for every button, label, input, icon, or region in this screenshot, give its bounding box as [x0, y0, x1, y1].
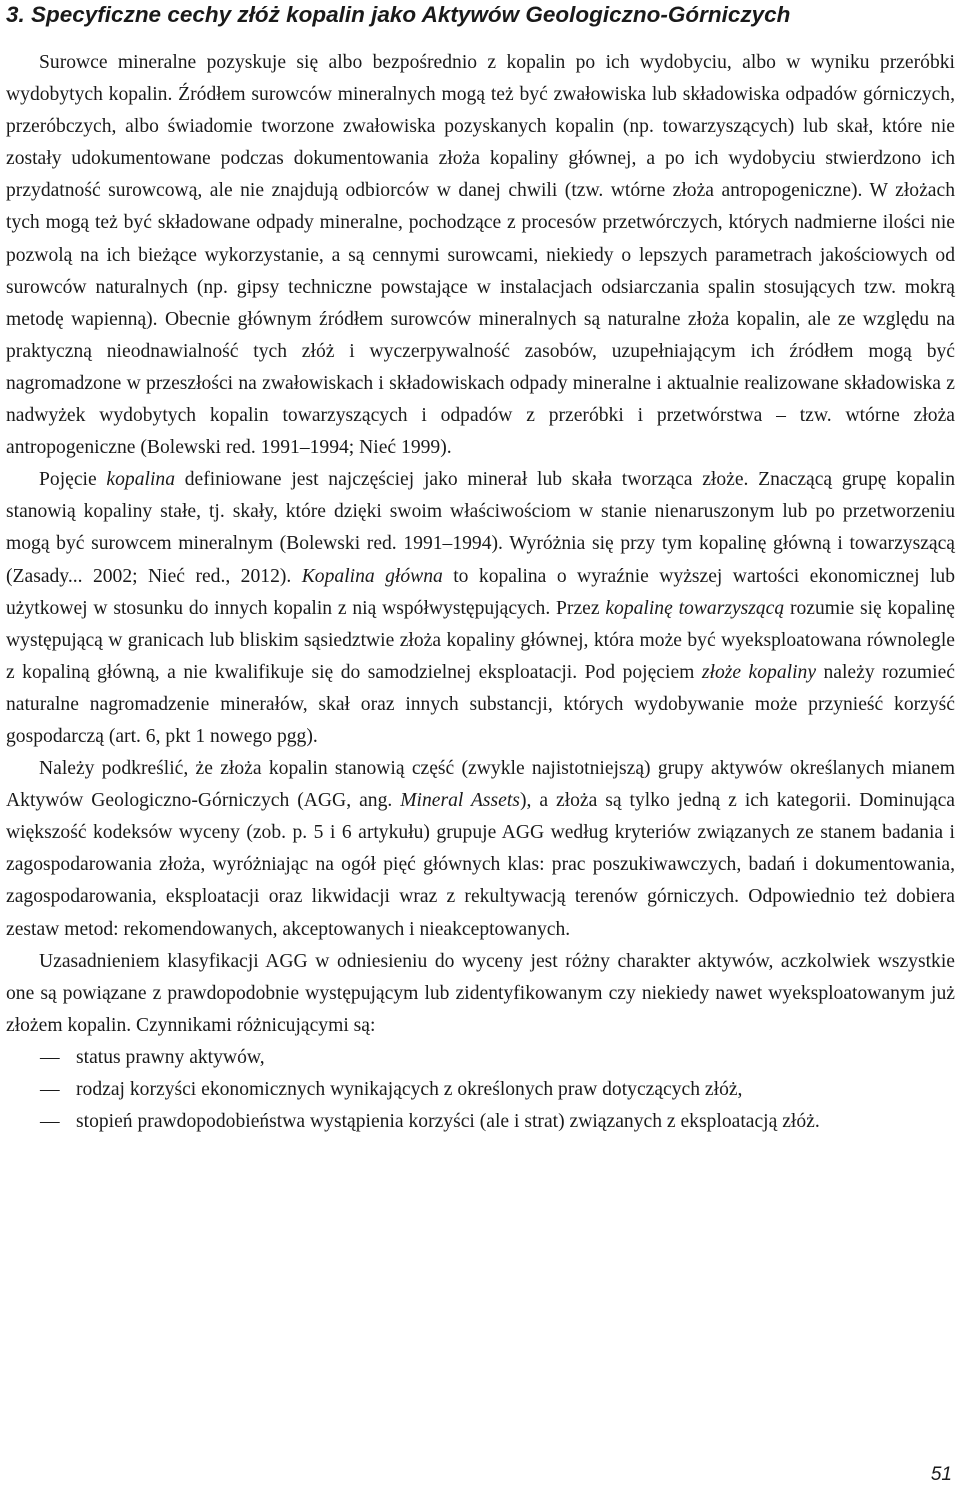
paragraph-text: to kopalina o wyraźnie wyższej wartości ekonomicznej lub użytkowej w stosunku do innych kopalin z nią współwystępujących. Przez [6, 565, 955, 619]
factor-list [6, 1042, 955, 1138]
paragraph-text: definiowane jest najczęściej jako minerał lub skała tworząca złoże. Znaczącą grupę kopalin stanowią kopaliny stałe, tj. skały, które dzięki swoim właściwościom w stanie nienaruszonym lub po przetworzeniu mogą być surowcem mineralnym (Bolewski red. 1991–1994). Wyróżnia się przy tym kopalinę główną i towarzyszącą (Zasady... 2002; Nieć red., 2012). [6, 469, 955, 587]
paragraph-text: Należy podkreślić, że złoża kopalin stanowią część (zwykle najistotniejszą) grupy aktywów określanych mianem Aktywów Geologiczno-Górniczych (AGG, ang. [6, 758, 955, 812]
list-item [6, 1106, 955, 1138]
term-kopalina: kopalina [106, 469, 175, 491]
list-item-text: status prawny aktywów, [76, 1046, 265, 1068]
section-heading: 3. Specyficzne cechy złóż kopalin jako Aktywów Geologiczno-Górniczych [6, 2, 791, 27]
dash-marker: — [40, 1079, 60, 1100]
paragraph-text: należy rozumieć naturalne nagromadzenie minerałów, skał oraz innych substancji, których wydobywanie może przynieść korzyść gospodarczą (art. 6, pkt 1 nowego pgg). [6, 661, 955, 747]
paragraph-4 [6, 946, 955, 1042]
paragraph-text: ), a złoża są tylko jedną z ich kategorii. Dominująca większość kodeksów wyceny (zob. p. 5 i 6 artykułu) grupuje AGG według kryteriów związanych ze stanem badania i zagospodarowania złoża, wyróżniając na ogół pięć głównych klas: prac poszukiwawczych, badań i dokumentowania, zagospodarowania, eksploatacji oraz likwidacji wraz z rekultywacją terenów górniczych. Odpowiednio też dobiera zestaw metod: rekomendowanych, akceptowanych i nieakceptowanych. [6, 790, 955, 940]
list-item-text: stopień prawdopodobieństwa wystąpienia korzyści (ale i strat) związanych z eksploatacją złóż. [76, 1111, 820, 1133]
term-mineral-assets: Mineral Assets [400, 790, 520, 812]
list-item [6, 1042, 955, 1074]
body-text [6, 47, 955, 1138]
term-kopalina-towarzyszaca: kopalinę towarzyszącą [605, 597, 785, 619]
list-item [6, 1074, 955, 1106]
term-kopalina-glowna: Kopalina główna [301, 565, 443, 587]
dash-marker: — [40, 1046, 60, 1068]
paragraph-2 [6, 464, 955, 753]
paragraph-text: Surowce mineralne pozyskuje się albo bezpośrednio z kopalin po ich wydobyciu, albo w wyniku przeróbki wydobytych kopalin. Źródłem surowców mineralnych mogą też być zwałowiska lub składowiska odpadów górniczych, przeróbczych, albo świadomie tworzone zwałowiska pozyskanych kopalin (np. towarzyszących) lub skał, które nie zostały udokumentowane podczas dokumentowania złoża kopaliny głównej, a po ich wydobyciu stwierdzono ich przydatność surowcową, ale nie znajdują odbiorców w danej chwili (tzw. wtórne złoża antropogeniczne). W złożach tych mogą też być składowane odpady mineralne, pochodzące z procesów przetwórczych, których nadmierne ilości nie pozwolą na ich bieżące wykorzystanie, a są cennymi surowcami, niekiedy o lepszych parametrach jakościowych od surowców naturalnych (np. gipsy techniczne powstające w instalacjach odsiarczania spalin stosujących tzw. mokrą metodę wapienną). Obecnie głównym źródłem surowców mineralnych są naturalne złoża kopalin, ale ze względu na praktyczną nieodnawialność tych złóż i wyczerpywalność zasobów, uzupełniającym ich źródłem mogą być nagromadzone w przeszłości na zwałowiskach i składowiskach odpady mineralne i aktualnie realizowane składowiska z nadwyżek wydobytych kopalin towarzyszących i odpadów z przeróbki i przetwórstwa – tzw. wtórne złoża antropogeniczne (Bolewski red. 1991–1994; Nieć 1999). [6, 52, 955, 459]
list-item-text: rodzaj korzyści ekonomicznych wynikających z określonych praw dotyczących złóż, [76, 1079, 743, 1100]
paragraph-1 [6, 47, 955, 464]
document-page [6, 0, 955, 1138]
paragraph-text: Pojęcie [39, 469, 107, 491]
dash-marker: — [40, 1111, 60, 1133]
page-number: 51 [930, 1464, 952, 1485]
paragraph-text: Uzasadnieniem klasyfikacji AGG w odniesieniu do wyceny jest różny charakter aktywów, aczkolwiek wszystkie one są powiązane z prawdopodobnie występującym lub zidentyfikowanym czy niekiedy nawet wyeksploatowanym już złożem kopalin. Czynnikami różnicującymi są: [6, 950, 955, 1036]
paragraph-3 [6, 753, 955, 946]
paragraph-text: rozumie się kopalinę występującą w granicach lub bliskim sąsiedztwie złoża kopaliny głównej, która może być wyeksploatowana równolegle z kopaliną główną, a nie kwalifikuje się do samodzielnej eksploatacji. Pod pojęciem [6, 597, 955, 683]
term-zloze-kopaliny: złoże kopaliny [701, 661, 817, 683]
